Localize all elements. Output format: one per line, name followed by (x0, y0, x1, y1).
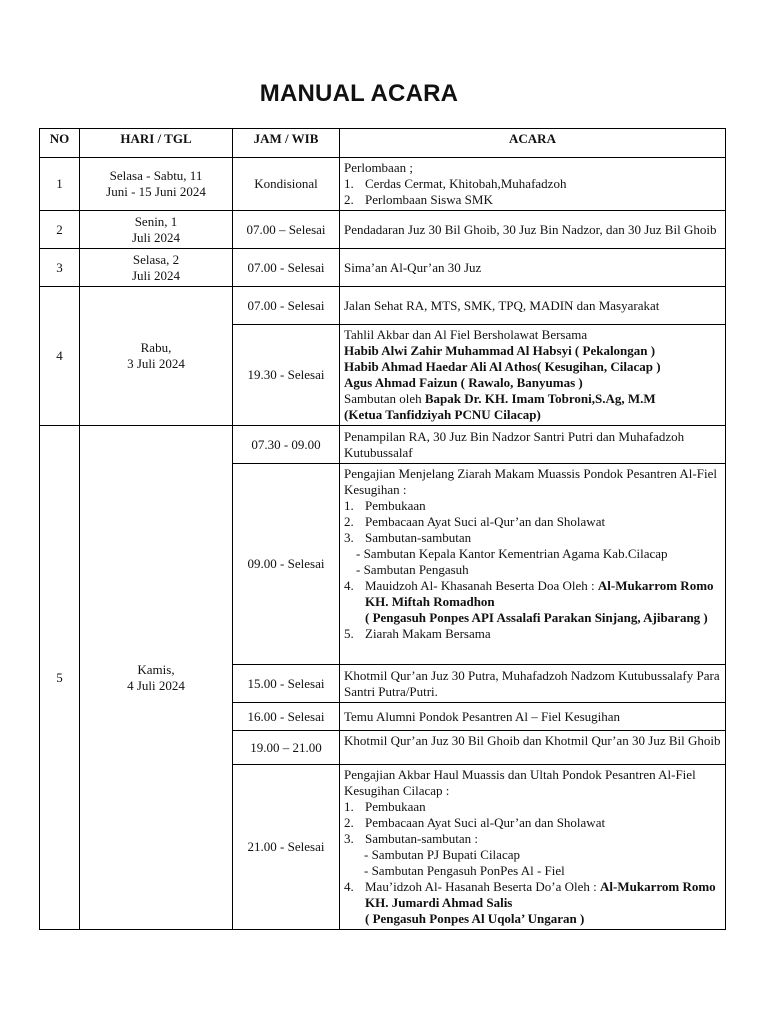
row-time: 15.00 - Selesai (233, 665, 340, 703)
row-event: Temu Alumni Pondok Pesantren Al – Fiel Kesugihan (340, 703, 726, 731)
list-item: 5. Ziarah Makam Bersama (344, 626, 491, 641)
row-time: 07.30 - 09.00 (233, 426, 340, 464)
row-event: Penampilan RA, 30 Juz Bin Nadzor Santri Putri dan Muhafadzoh Kutubussalaf (340, 426, 726, 464)
event-line: (Ketua Tanfidziyah PCNU Cilacap) (344, 407, 541, 422)
header-no: NO (40, 129, 80, 158)
list-item: 3. Sambutan-sambutan : (344, 831, 479, 846)
list-item: 1. Cerdas Cermat, Khitobah,Muhafadzoh (344, 176, 567, 191)
row-number: 1 (40, 158, 80, 211)
sub-item: - Sambutan Pengasuh PonPes Al - Fiel (364, 863, 565, 878)
date-line: 4 Juli 2024 (127, 677, 185, 693)
date-line: 3 Juli 2024 (127, 356, 185, 371)
list-item: 2. Pembacaan Ayat Suci al-Qur’an dan Sholawat (344, 815, 606, 830)
sub-item: - Sambutan Kepala Kantor Kementrian Agama Kab.Cilacap (356, 546, 668, 561)
list-item: 3. Sambutan-sambutan (344, 530, 472, 545)
speaker-name: Habib Alwi Zahir Muhammad Al Habsyi ( Pekalongan ) (344, 343, 656, 358)
table-row (40, 287, 726, 325)
list-item: 4. Mau’idzoh Al- Hasanah Beserta Do’a Oleh : Al-Mukarrom Romo KH. Jumardi Ahmad Salis (344, 879, 716, 910)
table-row (40, 426, 726, 464)
row-event (340, 765, 726, 930)
event-list (344, 879, 721, 911)
row-event (340, 158, 726, 211)
row-event: Pendadaran Juz 30 Bil Ghoib, 30 Juz Bin Nadzor, dan 30 Juz Bil Ghoib (340, 211, 726, 249)
header-jam: JAM / WIB (233, 129, 340, 158)
speaker-note: ( Pengasuh Ponpes Al Uqola’ Ungaran ) (365, 911, 585, 926)
header-hari: HARI / TGL (80, 129, 233, 158)
event-line: Tahlil Akbar dan Al Fiel Bersholawat Bersama (344, 327, 588, 342)
list-item: 2. Perlombaan Siswa SMK (344, 192, 493, 207)
date-line: Juli 2024 (131, 267, 181, 283)
table-row (40, 158, 726, 211)
table-row (40, 211, 726, 249)
event-list (344, 176, 721, 208)
event-line: Sambutan oleh Bapak Dr. KH. Imam Tobroni,S.Ag, M.M (344, 391, 656, 406)
list-item: 2. Pembacaan Ayat Suci al-Qur’an dan Sholawat (344, 514, 606, 529)
row-time: 16.00 - Selesai (233, 703, 340, 731)
sub-item: - Sambutan Pengasuh (356, 562, 469, 577)
date-line: Juli 2024 (131, 229, 181, 245)
row-event: Khotmil Qur’an Juz 30 Bil Ghoib dan Khotmil Qur’an 30 Juz Bil Ghoib (340, 731, 726, 765)
row-time: Kondisional (233, 158, 340, 211)
row-event (340, 325, 726, 426)
header-acara: ACARA (340, 129, 726, 158)
list-item: 1. Pembukaan (344, 799, 426, 814)
row-time: 07.00 - Selesai (233, 287, 340, 325)
speaker-name: Habib Ahmad Haedar Ali Al Athos( Kesugihan, Cilacap ) (344, 359, 661, 374)
row-number: 4 (40, 287, 80, 426)
row-date (80, 249, 233, 287)
header-row (40, 129, 726, 158)
row-event: Khotmil Qur’an Juz 30 Putra, Muhafadzoh Nadzom Kutubussalafy Para Santri Putra/Putri. (340, 665, 726, 703)
event-intro: Perlombaan ; (344, 160, 413, 175)
row-time: 07.00 – Selesai (233, 211, 340, 249)
schedule-table (39, 128, 726, 930)
row-time: 19.00 – 21.00 (233, 731, 340, 765)
row-number: 5 (40, 426, 80, 930)
row-number: 2 (40, 211, 80, 249)
row-date (80, 158, 233, 211)
row-date (80, 211, 233, 249)
row-number: 3 (40, 249, 80, 287)
page-title: MANUAL ACARA (259, 80, 459, 107)
event-list (344, 578, 721, 610)
event-intro: Pengajian Akbar Haul Muassis dan Ultah Pondok Pesantren Al-Fiel Kesugihan Cilacap : (344, 767, 696, 798)
row-event: Sima’an Al-Qur’an 30 Juz (340, 249, 726, 287)
table-row (40, 249, 726, 287)
row-time: 19.30 - Selesai (233, 325, 340, 426)
sub-item: - Sambutan PJ Bupati Cilacap (364, 847, 520, 862)
date-line: Selasa - Sabtu, 11 (109, 168, 203, 183)
event-list (344, 498, 721, 546)
date-line: Senin, 1 (134, 213, 178, 229)
row-date (80, 287, 233, 426)
event-list (344, 799, 721, 847)
date-line: Kamis, (137, 661, 175, 677)
date-line: Juni - 15 Juni 2024 (106, 184, 206, 199)
row-date (80, 426, 233, 930)
row-event (340, 464, 726, 665)
row-time: 07.00 - Selesai (233, 249, 340, 287)
row-time: 21.00 - Selesai (233, 765, 340, 930)
event-intro: Pengajian Menjelang Ziarah Makam Muassis Pondok Pesantren Al-Fiel Kesugihan : (344, 466, 717, 497)
row-event: Jalan Sehat RA, MTS, SMK, TPQ, MADIN dan Masyarakat (340, 287, 726, 325)
event-list (344, 626, 721, 642)
list-item: 1. Pembukaan (344, 498, 426, 513)
list-item: 4. Mauidzoh Al- Khasanah Beserta Doa Oleh : Al-Mukarrom Romo KH. Miftah Romadhon (344, 578, 714, 609)
date-line: Selasa, 2 (132, 251, 180, 267)
speaker-note: ( Pengasuh Ponpes API Assalafi Parakan Sinjang, Ajibarang ) (365, 610, 708, 625)
date-line: Rabu, (140, 340, 172, 355)
row-time: 09.00 - Selesai (233, 464, 340, 665)
speaker-name: Agus Ahmad Faizun ( Rawalo, Banyumas ) (344, 375, 583, 390)
